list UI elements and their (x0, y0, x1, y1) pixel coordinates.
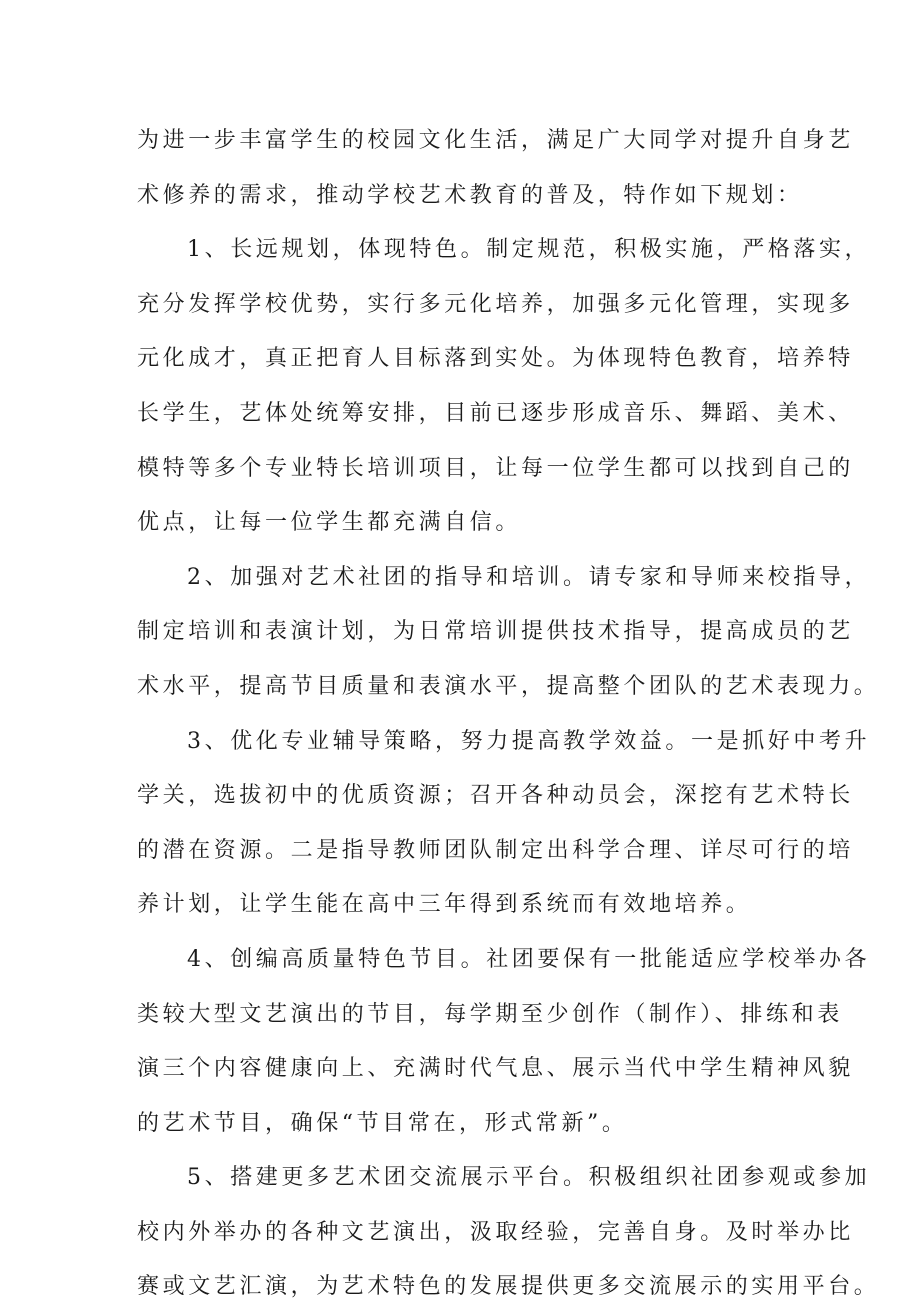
text-line: 制定培训和表演计划，为日常培训提供技术指导，提高成员的艺 (137, 619, 854, 645)
text-line: 充分发挥学校优势，实行多元化培养，加强多元化管理，实现多 (137, 291, 854, 317)
text-line: 模特等多个专业特长培训项目，让每一位学生都可以找到自己的 (137, 455, 854, 481)
text-line: 类较大型文艺演出的节目，每学期至少创作（制作）、排练和表 (137, 1001, 843, 1027)
text-line: 演三个内容健康向上、充满时代气息、展示当代中学生精神风貌 (137, 1056, 854, 1082)
text-line: 术水平，提高节目质量和表演水平，提高整个团队的艺术表现力。 (137, 673, 880, 699)
text-line: 3、优化专业辅导策略，努力提高教学效益。一是抓好中考升 (187, 728, 871, 754)
text-line: 2、加强对艺术社团的指导和培训。请专家和导师来校指导， (187, 564, 871, 590)
text-line: 养计划，让学生能在高中三年得到系统而有效地培养。 (137, 892, 752, 918)
text-line: 4、创编高质量特色节目。社团要保有一批能适应学校举办各 (187, 946, 871, 972)
text-line: 长学生，艺体处统筹安排，目前已逐步形成音乐、舞蹈、美术、 (137, 400, 854, 426)
text-line: 的潜在资源。二是指导教师团队制定出科学合理、详尽可行的培 (137, 837, 854, 863)
text-line: 的艺术节目，确保“节目常在，形式常新”。 (137, 1110, 628, 1136)
text-line: 1、长远规划，体现特色。制定规范，积极实施，严格落实， (187, 237, 871, 263)
text-line: 优点，让每一位学生都充满自信。 (137, 510, 522, 536)
text-line: 校内外举办的各种文艺演出，汲取经验，完善自身。及时举办比 (137, 1219, 854, 1245)
text-line: 为进一步丰富学生的校园文化生活，满足广大同学对提升自身艺 (137, 128, 854, 153)
text-line: 元化成才，真正把育人目标落到实处。为体现特色教育，培养特 (137, 346, 854, 372)
text-line: 术修养的需求，推动学校艺术教育的普及，特作如下规划： (137, 182, 803, 208)
text-line: 5、搭建更多艺术团交流展示平台。积极组织社团参观或参加 (187, 1165, 871, 1191)
document-body (137, 114, 880, 1315)
text-line: 赛或文艺汇演，为艺术特色的发展提供更多交流展示的实用平台。 (137, 1274, 880, 1300)
text-line: 学关，选拔初中的优质资源；召开各种动员会，深挖有艺术特长 (137, 783, 854, 809)
